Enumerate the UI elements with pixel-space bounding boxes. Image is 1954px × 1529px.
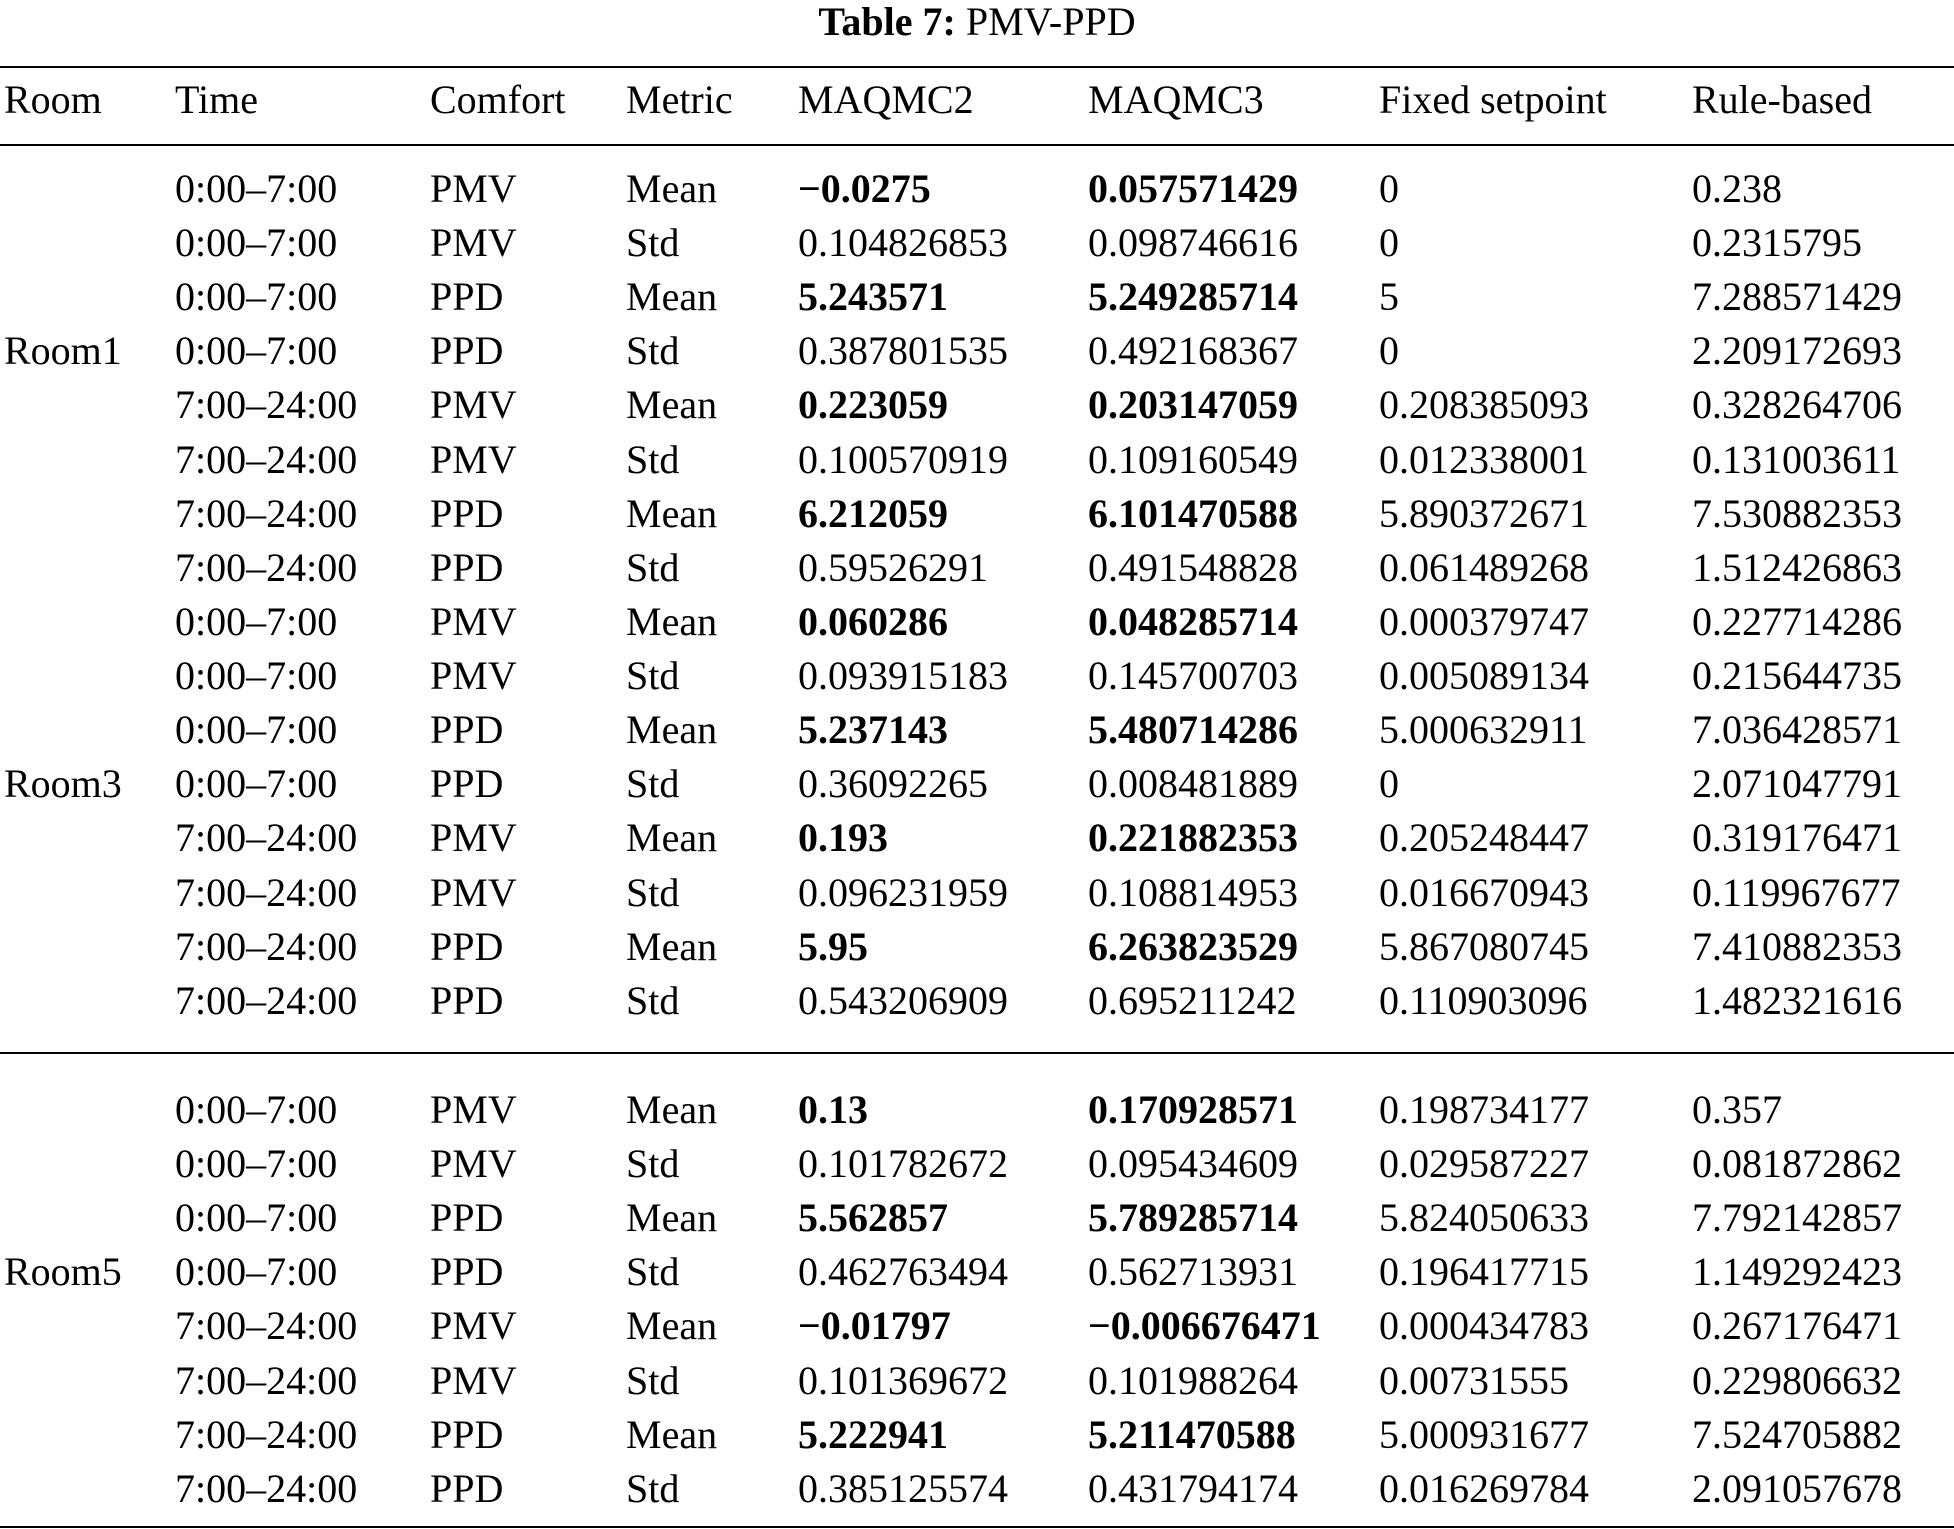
cell-time: 0:00–7:00 xyxy=(175,166,338,211)
cell-time: 0:00–7:00 xyxy=(175,220,338,266)
cell-time: 7:00–24:00 xyxy=(175,1411,358,1457)
cell-rule-based: 1.482321616 xyxy=(1692,977,1902,1023)
cell-maqmc3: 5.789285714 xyxy=(1088,1195,1298,1241)
cell-comfort: PMV xyxy=(430,436,517,482)
cell-metric: Mean xyxy=(626,815,718,861)
cell-time: 0:00–7:00 xyxy=(175,1249,338,1295)
header-maqmc2: MAQMC2 xyxy=(798,77,974,122)
table-row xyxy=(0,649,1954,703)
cell-rule-based: 2.071047791 xyxy=(1692,761,1902,807)
cell-metric: Std xyxy=(626,436,680,482)
cell-time: 7:00–24:00 xyxy=(175,869,358,915)
table-row xyxy=(0,324,1954,378)
room-label: Room3 xyxy=(4,761,122,807)
cell-time: 7:00–24:00 xyxy=(175,923,358,969)
table-row xyxy=(0,1462,1954,1516)
cell-metric: Std xyxy=(626,1465,680,1511)
cell-metric: Mean xyxy=(626,1303,718,1349)
cell-maqmc2: 0.104826853 xyxy=(798,220,1008,266)
cell-comfort: PMV xyxy=(430,653,517,699)
cell-fixed-setpoint: 0.029587227 xyxy=(1379,1141,1589,1187)
header-comfort: Comfort xyxy=(430,77,566,122)
cell-time: 0:00–7:00 xyxy=(175,761,338,807)
cell-maqmc3: 0.145700703 xyxy=(1088,653,1298,699)
cell-maqmc3: 6.101470588 xyxy=(1088,490,1298,536)
cell-maqmc2: 0.096231959 xyxy=(798,869,1008,915)
cell-metric: Std xyxy=(626,1357,680,1403)
cell-fixed-setpoint: 5.000632911 xyxy=(1379,707,1588,753)
cell-maqmc2: −0.0275 xyxy=(798,166,931,211)
cell-comfort: PPD xyxy=(430,1465,504,1511)
cell-maqmc2: 0.59526291 xyxy=(798,544,988,590)
cell-maqmc2: 6.212059 xyxy=(798,490,948,536)
top-rule xyxy=(0,66,1954,68)
cell-maqmc2: 0.100570919 xyxy=(798,436,1008,482)
cell-metric: Std xyxy=(626,544,680,590)
cell-maqmc2: −0.01797 xyxy=(798,1303,951,1349)
cell-time: 7:00–24:00 xyxy=(175,1303,358,1349)
cell-metric: Std xyxy=(626,653,680,699)
cell-time: 7:00–24:00 xyxy=(175,436,358,482)
cell-comfort: PPD xyxy=(430,544,504,590)
cell-rule-based: 0.081872862 xyxy=(1692,1141,1902,1187)
cell-rule-based: 7.524705882 xyxy=(1692,1411,1902,1457)
mid-rule xyxy=(0,1052,1954,1054)
cell-maqmc3: 0.431794174 xyxy=(1088,1465,1298,1511)
cell-maqmc3: 0.221882353 xyxy=(1088,815,1298,861)
bottom-rule xyxy=(0,1526,1954,1528)
cell-fixed-setpoint: 0.198734177 xyxy=(1379,1087,1589,1132)
caption-title: PMV-PPD xyxy=(965,0,1136,44)
room-label: Room1 xyxy=(4,328,122,374)
cell-comfort: PPD xyxy=(430,977,504,1023)
cell-maqmc2: 0.193 xyxy=(798,815,888,861)
cell-comfort: PMV xyxy=(430,1087,517,1132)
cell-fixed-setpoint: 0 xyxy=(1379,328,1399,374)
cell-time: 0:00–7:00 xyxy=(175,707,338,753)
table-row xyxy=(0,703,1954,757)
cell-fixed-setpoint: 5.000931677 xyxy=(1379,1411,1589,1457)
cell-maqmc3: 0.095434609 xyxy=(1088,1141,1298,1187)
cell-time: 0:00–7:00 xyxy=(175,1195,338,1241)
cell-maqmc2: 0.060286 xyxy=(798,599,948,644)
table-row xyxy=(0,378,1954,432)
cell-rule-based: 1.149292423 xyxy=(1692,1249,1902,1295)
cell-fixed-setpoint: 0.016269784 xyxy=(1379,1465,1589,1511)
cell-metric: Std xyxy=(626,761,680,807)
cell-fixed-setpoint: 0.205248447 xyxy=(1379,815,1589,861)
table-row xyxy=(0,811,1954,865)
cell-comfort: PPD xyxy=(430,1195,504,1241)
header-metric: Metric xyxy=(626,77,733,122)
room-label: Room5 xyxy=(4,1249,122,1295)
table-row xyxy=(0,433,1954,487)
cell-metric: Std xyxy=(626,869,680,915)
cell-fixed-setpoint: 0.196417715 xyxy=(1379,1249,1589,1295)
table-row xyxy=(0,487,1954,541)
cell-rule-based: 1.512426863 xyxy=(1692,544,1902,590)
cell-metric: Mean xyxy=(626,599,718,644)
table-row xyxy=(0,757,1954,811)
cell-time: 0:00–7:00 xyxy=(175,274,338,320)
cell-comfort: PPD xyxy=(430,761,504,807)
cell-metric: Std xyxy=(626,220,680,266)
cell-maqmc3: 0.108814953 xyxy=(1088,869,1298,915)
table-caption xyxy=(0,0,1954,44)
cell-rule-based: 7.410882353 xyxy=(1692,923,1902,969)
cell-maqmc3: 0.048285714 xyxy=(1088,599,1298,644)
cell-maqmc2: 5.562857 xyxy=(798,1195,948,1241)
cell-rule-based: 0.215644735 xyxy=(1692,653,1902,699)
header-rule xyxy=(0,144,1954,146)
table-row xyxy=(0,541,1954,595)
caption-label: Table 7: xyxy=(818,0,956,44)
cell-metric: Mean xyxy=(626,923,718,969)
cell-rule-based: 0.2315795 xyxy=(1692,220,1862,266)
cell-rule-based: 0.319176471 xyxy=(1692,815,1902,861)
table-row xyxy=(0,162,1954,216)
cell-metric: Mean xyxy=(626,1411,718,1457)
cell-time: 0:00–7:00 xyxy=(175,328,338,374)
cell-fixed-setpoint: 0.005089134 xyxy=(1379,653,1589,699)
cell-maqmc2: 0.462763494 xyxy=(798,1249,1008,1295)
cell-metric: Mean xyxy=(626,382,718,428)
header-fixed-setpoint: Fixed setpoint xyxy=(1379,77,1607,122)
cell-maqmc2: 5.243571 xyxy=(798,274,948,320)
cell-rule-based: 2.091057678 xyxy=(1692,1465,1902,1511)
cell-maqmc3: 0.492168367 xyxy=(1088,328,1298,374)
cell-fixed-setpoint: 0.012338001 xyxy=(1379,436,1589,482)
cell-rule-based: 0.267176471 xyxy=(1692,1303,1902,1349)
cell-rule-based: 2.209172693 xyxy=(1692,328,1902,374)
cell-maqmc3: 5.480714286 xyxy=(1088,707,1298,753)
table-row xyxy=(0,1354,1954,1408)
cell-rule-based: 7.288571429 xyxy=(1692,274,1902,320)
cell-maqmc3: 0.109160549 xyxy=(1088,436,1298,482)
cell-maqmc2: 0.093915183 xyxy=(798,653,1008,699)
cell-fixed-setpoint: 5.867080745 xyxy=(1379,923,1589,969)
cell-time: 0:00–7:00 xyxy=(175,1087,338,1132)
cell-comfort: PPD xyxy=(430,707,504,753)
cell-rule-based: 7.530882353 xyxy=(1692,490,1902,536)
cell-metric: Std xyxy=(626,1141,680,1187)
cell-maqmc3: 0.170928571 xyxy=(1088,1087,1298,1132)
cell-fixed-setpoint: 0.000379747 xyxy=(1379,599,1589,644)
table-header xyxy=(0,73,1954,127)
cell-fixed-setpoint: 5.890372671 xyxy=(1379,490,1589,536)
cell-fixed-setpoint: 0 xyxy=(1379,761,1399,807)
cell-comfort: PMV xyxy=(430,599,517,644)
table-row xyxy=(0,1137,1954,1191)
cell-maqmc3: 0.695211242 xyxy=(1088,977,1297,1023)
cell-rule-based: 7.792142857 xyxy=(1692,1195,1902,1241)
cell-rule-based: 0.357 xyxy=(1692,1087,1782,1132)
cell-rule-based: 0.227714286 xyxy=(1692,599,1902,644)
table-row xyxy=(0,1299,1954,1353)
cell-time: 7:00–24:00 xyxy=(175,1357,358,1403)
cell-comfort: PPD xyxy=(430,1249,504,1295)
cell-metric: Mean xyxy=(626,1195,718,1241)
cell-maqmc3: −0.006676471 xyxy=(1088,1303,1321,1349)
cell-time: 7:00–24:00 xyxy=(175,1465,358,1511)
table-row xyxy=(0,216,1954,270)
cell-maqmc2: 5.222941 xyxy=(798,1411,948,1457)
cell-rule-based: 0.238 xyxy=(1692,166,1782,211)
cell-comfort: PPD xyxy=(430,490,504,536)
cell-maqmc3: 0.008481889 xyxy=(1088,761,1298,807)
cell-maqmc2: 0.36092265 xyxy=(798,761,988,807)
table-row xyxy=(0,1083,1954,1137)
cell-comfort: PMV xyxy=(430,382,517,428)
cell-maqmc2: 0.13 xyxy=(798,1087,868,1132)
table-row xyxy=(0,920,1954,974)
cell-comfort: PMV xyxy=(430,166,517,211)
cell-comfort: PMV xyxy=(430,869,517,915)
cell-fixed-setpoint: 0.00731555 xyxy=(1379,1357,1569,1403)
cell-time: 7:00–24:00 xyxy=(175,815,358,861)
cell-maqmc2: 0.387801535 xyxy=(798,328,1008,374)
cell-maqmc3: 0.562713931 xyxy=(1088,1249,1298,1295)
cell-metric: Std xyxy=(626,977,680,1023)
cell-maqmc3: 0.057571429 xyxy=(1088,166,1298,211)
cell-fixed-setpoint: 5.824050633 xyxy=(1379,1195,1589,1241)
cell-maqmc3: 0.101988264 xyxy=(1088,1357,1298,1403)
cell-comfort: PPD xyxy=(430,923,504,969)
cell-maqmc2: 0.385125574 xyxy=(798,1465,1008,1511)
cell-maqmc2: 0.223059 xyxy=(798,382,948,428)
cell-comfort: PMV xyxy=(430,220,517,266)
cell-metric: Std xyxy=(626,328,680,374)
cell-time: 0:00–7:00 xyxy=(175,599,338,644)
cell-time: 7:00–24:00 xyxy=(175,490,358,536)
cell-fixed-setpoint: 0.016670943 xyxy=(1379,869,1589,915)
cell-metric: Mean xyxy=(626,1087,718,1132)
cell-maqmc3: 6.263823529 xyxy=(1088,923,1298,969)
header-rule-based: Rule-based xyxy=(1692,77,1872,122)
cell-maqmc3: 0.491548828 xyxy=(1088,544,1298,590)
cell-fixed-setpoint: 0 xyxy=(1379,166,1399,211)
cell-comfort: PMV xyxy=(430,1303,517,1349)
cell-time: 0:00–7:00 xyxy=(175,653,338,699)
cell-comfort: PMV xyxy=(430,815,517,861)
cell-comfort: PPD xyxy=(430,1411,504,1457)
cell-maqmc3: 0.203147059 xyxy=(1088,382,1298,428)
cell-maqmc2: 0.543206909 xyxy=(798,977,1008,1023)
cell-fixed-setpoint: 0 xyxy=(1379,220,1399,266)
table-row xyxy=(0,1191,1954,1245)
cell-maqmc2: 0.101369672 xyxy=(798,1357,1008,1403)
cell-fixed-setpoint: 5 xyxy=(1379,274,1399,320)
cell-maqmc2: 5.95 xyxy=(798,923,868,969)
cell-metric: Mean xyxy=(626,166,718,211)
header-room: Room xyxy=(4,77,102,122)
cell-fixed-setpoint: 0.208385093 xyxy=(1379,382,1589,428)
cell-comfort: PPD xyxy=(430,328,504,374)
cell-fixed-setpoint: 0.000434783 xyxy=(1379,1303,1589,1349)
cell-time: 7:00–24:00 xyxy=(175,977,358,1023)
cell-maqmc3: 5.249285714 xyxy=(1088,274,1298,320)
cell-comfort: PPD xyxy=(430,274,504,320)
cell-metric: Std xyxy=(626,1249,680,1295)
cell-rule-based: 0.119967677 xyxy=(1692,869,1901,915)
cell-metric: Mean xyxy=(626,490,718,536)
header-time: Time xyxy=(175,77,259,122)
cell-comfort: PMV xyxy=(430,1141,517,1187)
table-row xyxy=(0,1245,1954,1299)
table-row xyxy=(0,974,1954,1028)
cell-maqmc2: 0.101782672 xyxy=(798,1141,1008,1187)
table-row xyxy=(0,1408,1954,1462)
cell-time: 7:00–24:00 xyxy=(175,544,358,590)
cell-rule-based: 0.229806632 xyxy=(1692,1357,1902,1403)
cell-metric: Mean xyxy=(626,707,718,753)
header-maqmc3: MAQMC3 xyxy=(1088,77,1264,122)
table-row xyxy=(0,270,1954,324)
cell-time: 7:00–24:00 xyxy=(175,382,358,428)
cell-rule-based: 7.036428571 xyxy=(1692,707,1902,753)
table-row xyxy=(0,866,1954,920)
cell-fixed-setpoint: 0.061489268 xyxy=(1379,544,1589,590)
cell-maqmc3: 5.211470588 xyxy=(1088,1411,1296,1457)
cell-rule-based: 0.131003611 xyxy=(1692,436,1901,482)
cell-metric: Mean xyxy=(626,274,718,320)
table-row xyxy=(0,595,1954,649)
cell-maqmc2: 5.237143 xyxy=(798,707,948,753)
cell-fixed-setpoint: 0.110903096 xyxy=(1379,977,1588,1023)
cell-rule-based: 0.328264706 xyxy=(1692,382,1902,428)
cell-maqmc3: 0.098746616 xyxy=(1088,220,1298,266)
cell-comfort: PMV xyxy=(430,1357,517,1403)
cell-time: 0:00–7:00 xyxy=(175,1141,338,1187)
